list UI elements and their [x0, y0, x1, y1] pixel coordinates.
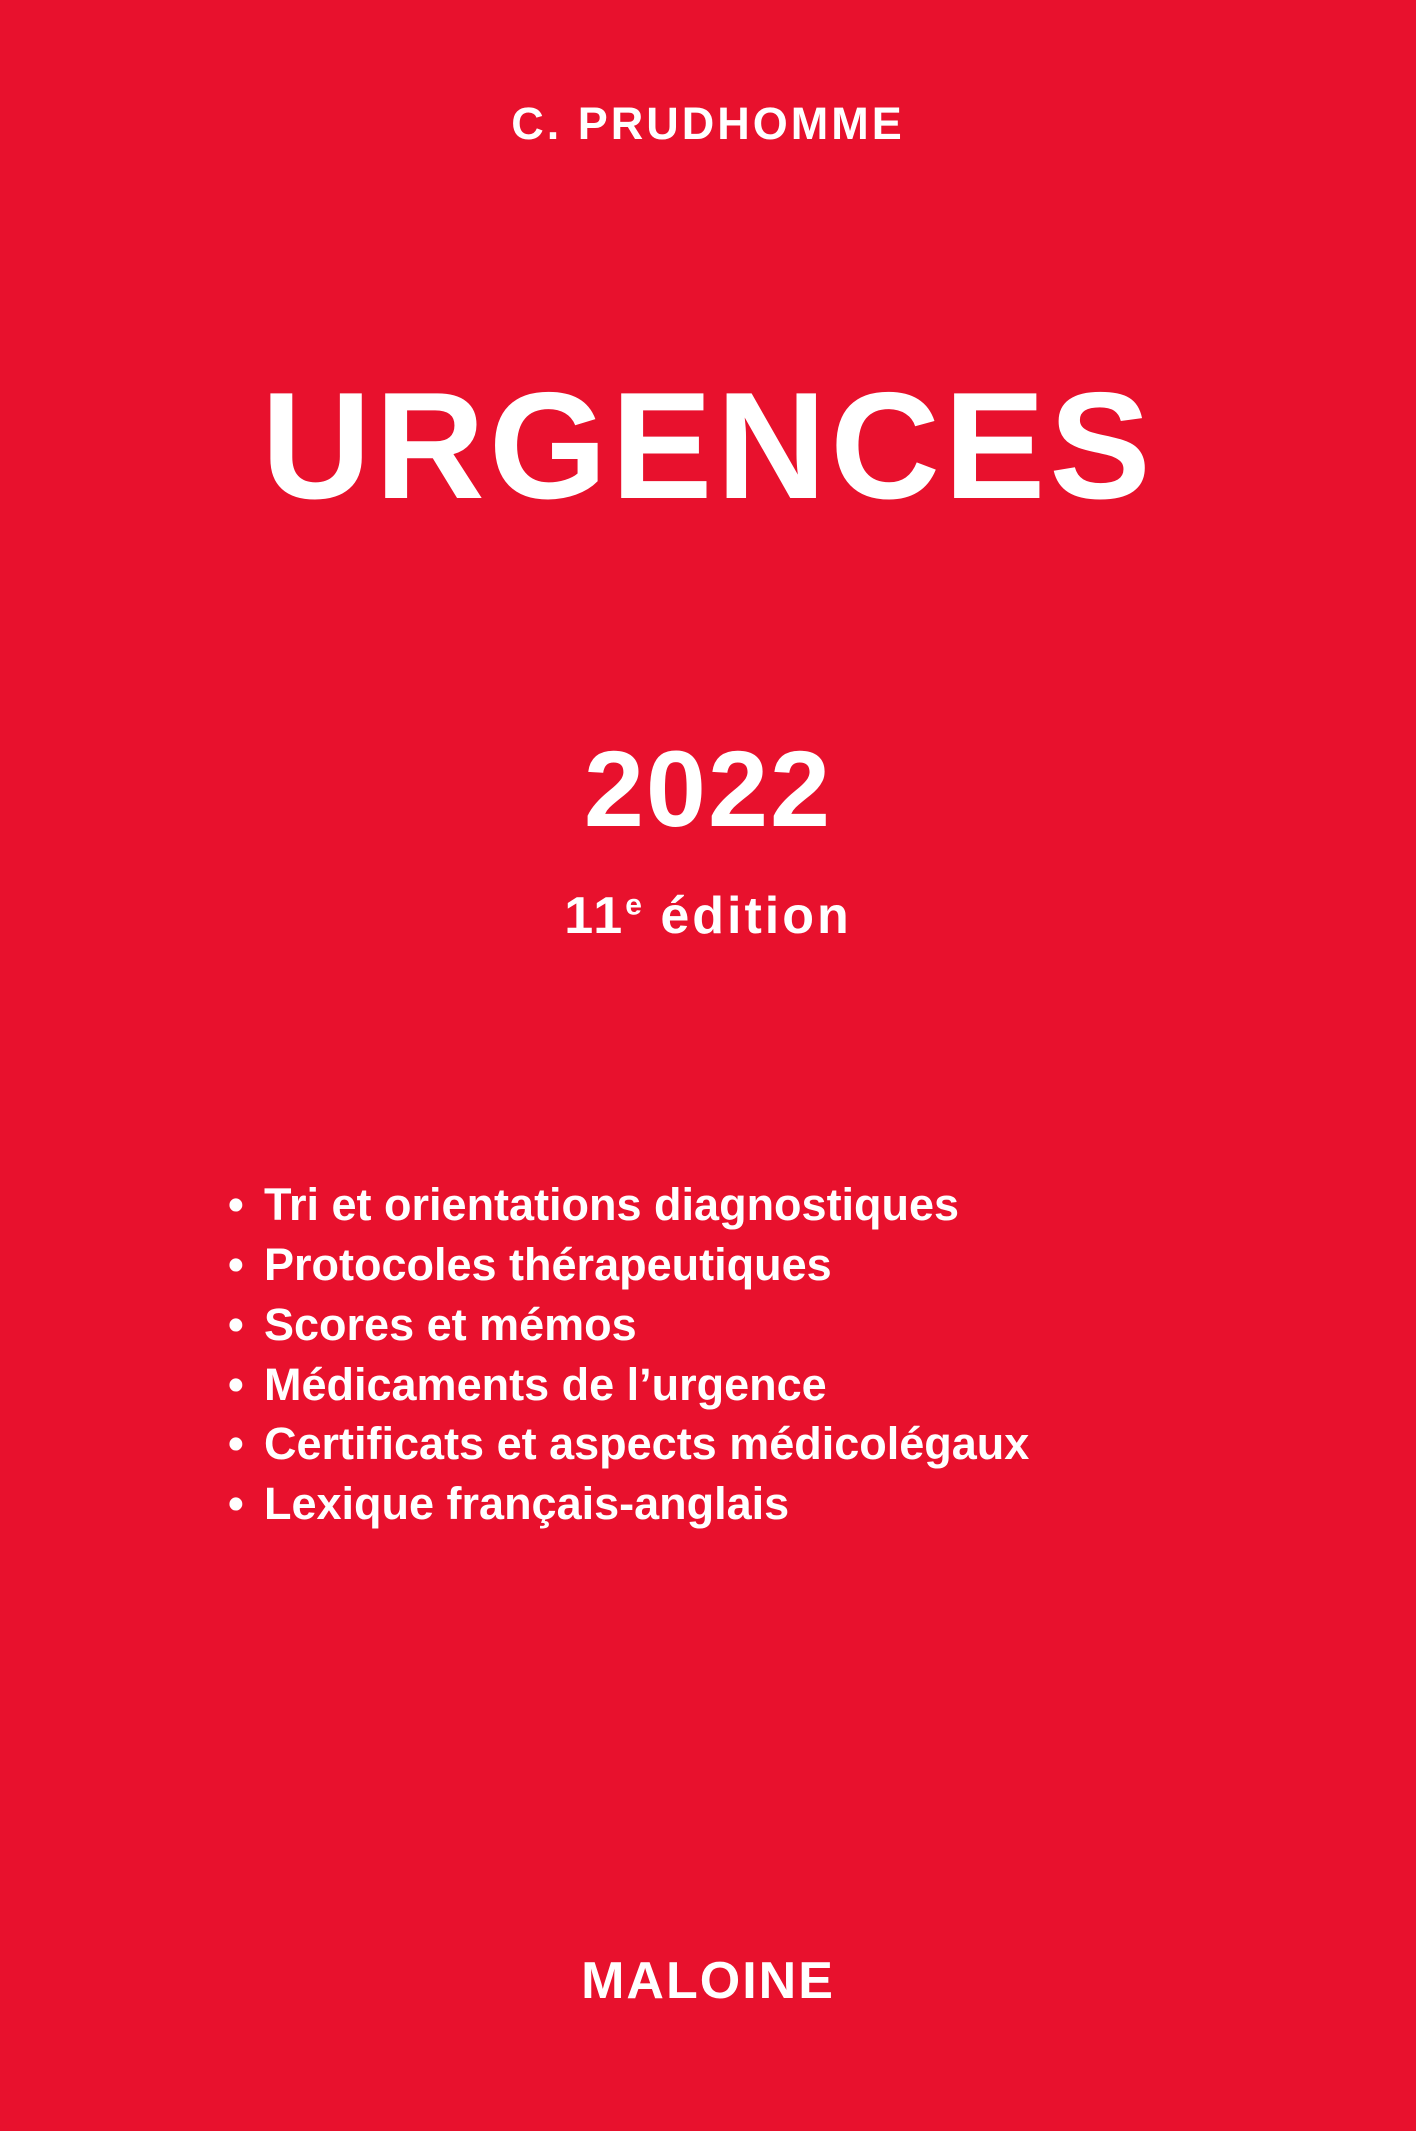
edition-statement	[0, 887, 1416, 945]
list-item-label: Tri et orientations diagnostiques	[264, 1179, 960, 1230]
list-item	[228, 1295, 1228, 1355]
edition-number: 11	[564, 887, 626, 945]
list-item	[228, 1175, 1228, 1235]
book-title: URGENCES	[261, 361, 1155, 531]
list-item	[228, 1474, 1228, 1534]
list-item-label: Médicaments de l’urgence	[264, 1358, 827, 1410]
list-item-label: Scores et mémos	[264, 1298, 637, 1350]
bullet-icon: •	[228, 1358, 244, 1410]
edition-ordinal-suffix: e	[625, 888, 643, 922]
bullet-icon: •	[228, 1179, 244, 1230]
list-item	[228, 1355, 1228, 1415]
list-item-label: Protocoles thérapeutiques	[264, 1238, 832, 1290]
list-item	[228, 1414, 1228, 1474]
list-item-label: Lexique français-anglais	[264, 1478, 790, 1530]
bullet-icon: •	[228, 1238, 244, 1290]
author-name: C. PRUDHOMME	[511, 98, 905, 149]
edition-label: édition	[660, 887, 852, 945]
bullet-icon: •	[228, 1478, 244, 1530]
edition-year: 2022	[583, 728, 833, 849]
publisher-logo: MALOINE	[581, 1952, 835, 2010]
list-item-label: Certificats et aspects médicolégaux	[264, 1418, 1030, 1470]
bullet-icon: •	[228, 1298, 244, 1350]
list-item	[228, 1235, 1228, 1295]
bullet-icon: •	[228, 1418, 244, 1470]
feature-list	[228, 1175, 1228, 1534]
